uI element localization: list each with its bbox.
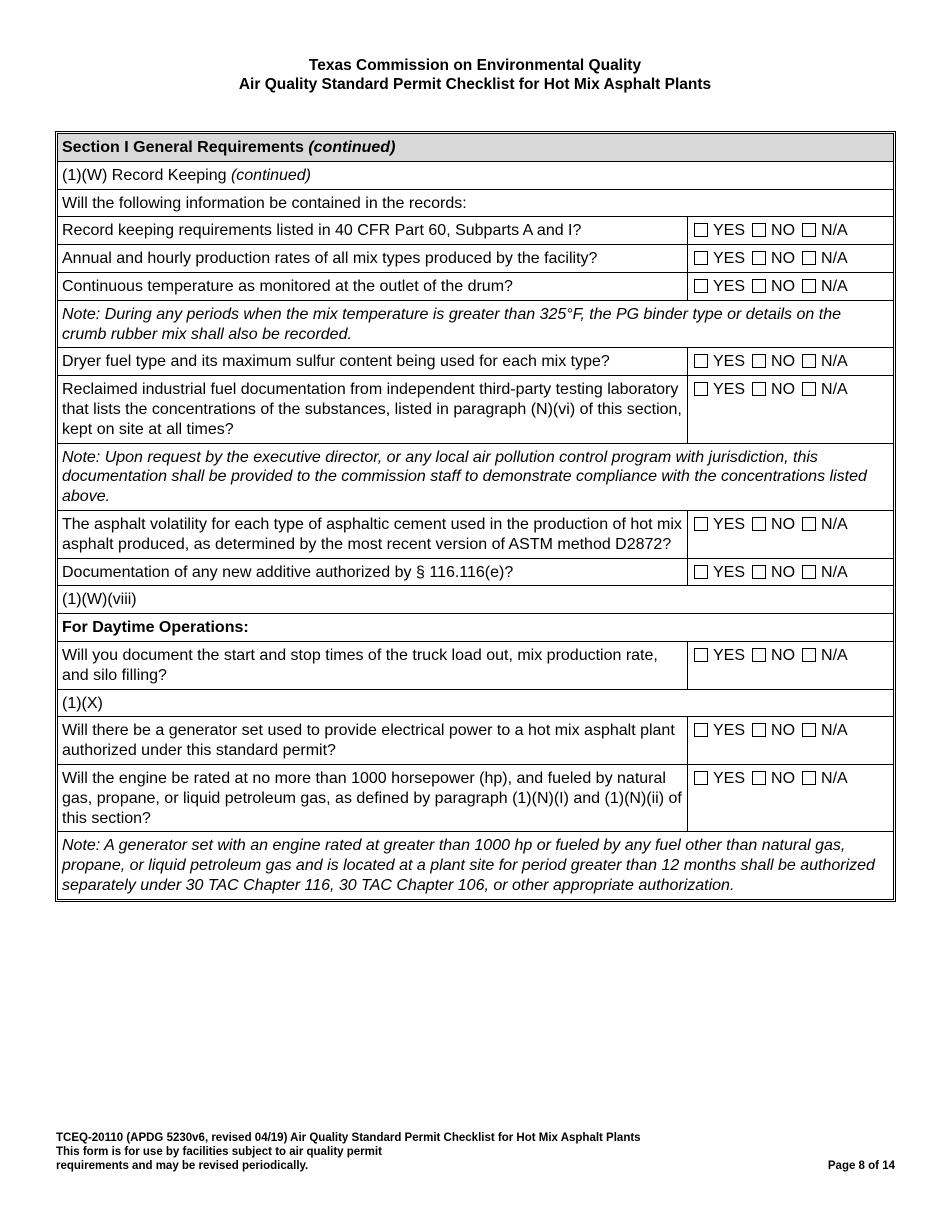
no-checkbox[interactable] (752, 723, 766, 737)
question-row (58, 765, 893, 832)
subsection-title: (1)(W) Record Keeping (continued) (62, 166, 311, 184)
na-checkbox[interactable] (802, 251, 816, 265)
checklist-table (55, 131, 896, 902)
form-title: Air Quality Standard Permit Checklist for Hot Mix Asphalt Plants (238, 76, 712, 93)
answer-options: YES NO N/A (687, 765, 893, 831)
question-text: Dryer fuel type and its maximum sulfur content being used for each mix type? (62, 353, 610, 371)
answer-options: YES NO N/A (687, 273, 893, 300)
no-checkbox[interactable] (752, 648, 766, 662)
question-row (58, 273, 893, 301)
yes-checkbox[interactable] (694, 251, 708, 265)
footer-revision-line: requirements and may be revised periodically. (56, 1160, 309, 1172)
no-checkbox[interactable] (752, 223, 766, 237)
na-checkbox[interactable] (802, 771, 816, 785)
label-row (58, 586, 893, 614)
answer-options: YES NO N/A (687, 376, 893, 442)
note-row (58, 301, 893, 349)
na-checkbox[interactable] (802, 648, 816, 662)
paragraph-label: (1)(W)(viii) (62, 591, 137, 609)
note-row (58, 444, 893, 511)
yes-checkbox[interactable] (694, 382, 708, 396)
note-text: Note: A generator set with an engine rated at greater than 1000 hp or fueled by any fuel other than natural gas, propane, or liquid petroleum gas and is located at a plant site for period greater than 12 months shall be authorized separately under 30 TAC Chapter 116, 30 TAC Chapter 106, or other appropriate authorization. (62, 837, 875, 894)
note-row (58, 832, 893, 898)
question-row (58, 511, 893, 559)
no-checkbox[interactable] (752, 382, 766, 396)
yes-checkbox[interactable] (694, 354, 708, 368)
answer-options: YES NO N/A (687, 642, 893, 689)
question-text: Will you document the start and stop times of the truck load out, mix production rate, and silo filling? (62, 646, 658, 684)
question-row (58, 376, 893, 443)
note-text: Note: Upon request by the executive director, or any local air pollution control program with jurisdiction, this documentation shall be provided to the commission staff to demonstrate compliance with the concentrations listed above. (62, 448, 867, 506)
yes-checkbox[interactable] (694, 223, 708, 237)
yes-checkbox[interactable] (694, 565, 708, 579)
label-row (58, 614, 893, 642)
question-text: Will the engine be rated at no more than 1000 horsepower (hp), and fueled by natural gas, propane, or liquid petroleum gas, as defined by paragraph (1)(N)(I) and (1)(N)(ii) of this section? (62, 769, 682, 827)
answer-options: YES NO N/A (687, 348, 893, 375)
no-checkbox[interactable] (752, 354, 766, 368)
question-text: Documentation of any new additive authorized by § 116.116(e)? (62, 563, 514, 581)
document-header (0, 56, 950, 94)
no-checkbox[interactable] (752, 771, 766, 785)
question-text: Annual and hourly production rates of all mix types produced by the facility? (62, 250, 598, 268)
note-text: Note: During any periods when the mix temperature is greater than 325°F, the PG binder type or details on the crumb rubber mix shall also be recorded. (62, 305, 841, 343)
intro-text: Will the following information be contained in the records: (62, 194, 467, 212)
yes-checkbox[interactable] (694, 771, 708, 785)
answer-options: YES NO N/A (687, 245, 893, 272)
no-checkbox[interactable] (752, 251, 766, 265)
na-checkbox[interactable] (802, 354, 816, 368)
question-text: Record keeping requirements listed in 40 CFR Part 60, Subparts A and I? (62, 222, 582, 240)
footer-form-info (56, 1131, 641, 1173)
agency-title: Texas Commission on Environmental Quality (308, 57, 642, 74)
no-checkbox[interactable] (752, 517, 766, 531)
na-checkbox[interactable] (802, 723, 816, 737)
section-header-row (58, 134, 893, 162)
question-text: Continuous temperature as monitored at the outlet of the drum? (62, 277, 513, 295)
yes-checkbox[interactable] (694, 279, 708, 293)
section-title: Section I General Requirements (continued) (58, 134, 893, 161)
question-row (58, 559, 893, 587)
paragraph-label: (1)(X) (62, 694, 103, 712)
yes-checkbox[interactable] (694, 723, 708, 737)
question-row (58, 642, 893, 690)
yes-checkbox[interactable] (694, 517, 708, 531)
question-text: Will there be a generator set used to provide electrical power to a hot mix asphalt plant authorized under this standard permit? (62, 722, 675, 760)
na-checkbox[interactable] (802, 223, 816, 237)
na-checkbox[interactable] (802, 382, 816, 396)
na-checkbox[interactable] (802, 279, 816, 293)
label-row (58, 690, 893, 718)
answer-options: YES NO N/A (687, 217, 893, 244)
intro-row (58, 190, 893, 218)
question-row (58, 245, 893, 273)
answer-options: YES NO N/A (687, 717, 893, 764)
question-text: Reclaimed industrial fuel documentation from independent third-party testing laboratory that lists the concentrations of the substances, listed in paragraph (N)(vi) of this section, kept on site at all times? (62, 381, 682, 438)
yes-checkbox[interactable] (694, 648, 708, 662)
question-text: The asphalt volatility for each type of asphaltic cement used in the production of hot mix asphalt produced, as determined by the most recent version of ASTM method D2872? (62, 515, 682, 553)
na-checkbox[interactable] (802, 517, 816, 531)
answer-options: YES NO N/A (687, 511, 893, 558)
footer-usage-line: This form is for use by facilities subject to air quality permit (56, 1146, 382, 1158)
page-number: Page 8 of 14 (827, 1160, 895, 1172)
no-checkbox[interactable] (752, 565, 766, 579)
subsection-row (58, 162, 893, 190)
question-row (58, 217, 893, 245)
daytime-heading: For Daytime Operations: (62, 619, 249, 637)
answer-options: YES NO N/A (687, 559, 893, 586)
no-checkbox[interactable] (752, 279, 766, 293)
question-row (58, 717, 893, 765)
footer-form-id: TCEQ-20110 (APDG 5230v6, revised 04/19) Air Quality Standard Permit Checklist for Hot Mix Asphalt Plants (56, 1132, 641, 1144)
na-checkbox[interactable] (802, 565, 816, 579)
question-row (58, 348, 893, 376)
